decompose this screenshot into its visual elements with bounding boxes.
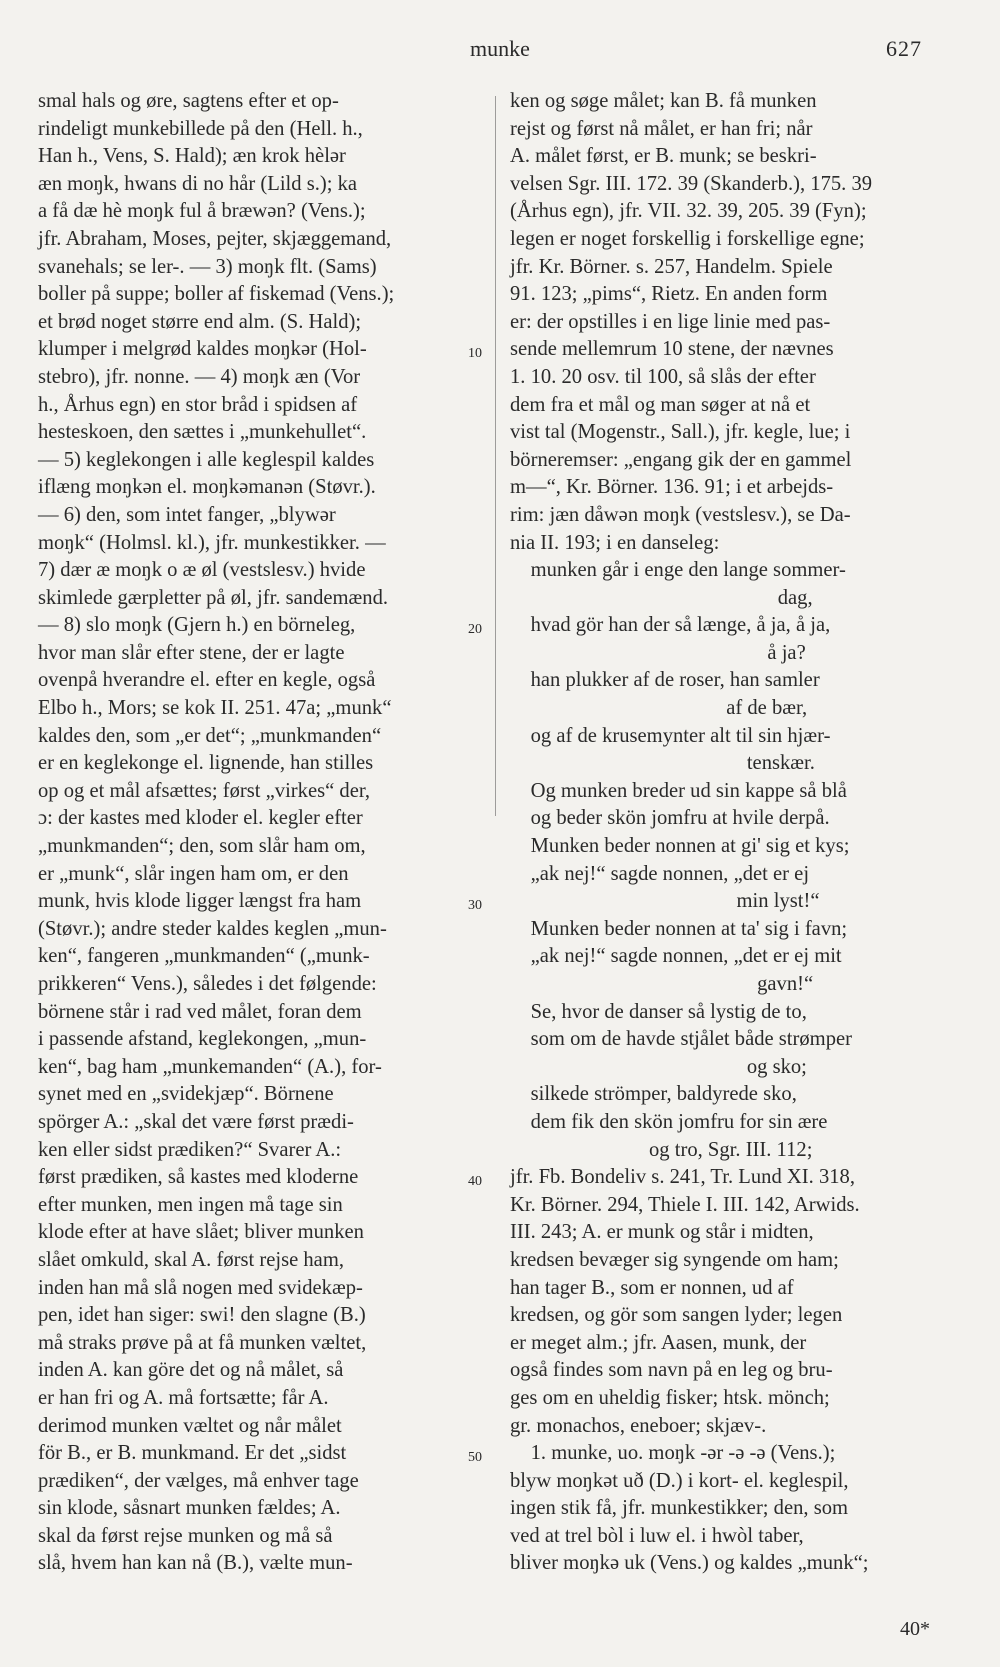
text-line: som om de havde stjålet både strømper xyxy=(510,1028,852,1051)
line-number: 30 xyxy=(468,898,482,914)
signature-mark: 40* xyxy=(900,1618,930,1640)
text-line: derimod munken væltet og når målet xyxy=(38,1414,342,1437)
left-column xyxy=(38,88,490,1578)
text-line: skal da først rejse munken og må så xyxy=(38,1524,333,1547)
text-line: Munken beder nonnen at ta' sig i favn; xyxy=(510,917,848,940)
text-line: rim: jæn dåwən moŋk (vestslesv.), se Da- xyxy=(510,503,851,526)
text-line: hvor man slår efter stene, der er lagte xyxy=(38,641,345,664)
text-line: svanehals; se ler-. — 3) moŋk flt. (Sams) xyxy=(38,255,377,278)
text-line: sin klode, såsnart munken fældes; A. xyxy=(38,1497,341,1520)
text-line: pen, idet han siger: swi! den slagne (B.) xyxy=(38,1304,366,1327)
line-number: 20 xyxy=(468,622,482,638)
right-column xyxy=(510,88,962,1578)
text-line: börneremser: „engang gik der en gammel xyxy=(510,448,852,471)
text-line: må straks prøve på at få munken væltet, xyxy=(38,1331,367,1354)
text-line: han tager B., som er nonnen, ud af xyxy=(510,1276,794,1299)
text-line: prikkeren“ Vens.), således i det følgende: xyxy=(38,973,377,995)
text-line: vist tal (Mogenstr., Sall.), jfr. kegle, lue; i xyxy=(510,421,851,444)
text-line: munk, hvis klode ligger længst fra ham xyxy=(38,890,362,913)
text-line: ken eller sidst prædiken?“ Svarer A.: xyxy=(38,1138,342,1161)
text-line: og af de krusemynter alt til sin hjær- xyxy=(510,724,831,747)
text-line: Kr. Börner. 294, Thiele I. III. 142, Arwids. xyxy=(510,1193,860,1216)
text-line: og beder skön jomfru at hvile derpå. xyxy=(510,807,830,830)
text-line: er han fri og A. må fortsætte; får A. xyxy=(38,1386,329,1409)
text-line: synet med en „svidekjæp“. Börnene xyxy=(38,1083,334,1106)
text-line: iflæng moŋkən el. moŋkəmanən (Støvr.). xyxy=(38,476,376,499)
text-line: velsen Sgr. III. 172. 39 (Skanderb.), 175. 39 xyxy=(510,172,873,195)
text-line: er en keglekonge el. lignende, han stilles xyxy=(38,752,374,775)
text-line: hvad gör han der så længe, å ja, å ja, xyxy=(510,614,831,637)
text-line: op og et mål afsættes; først „virkes“ der, xyxy=(38,779,371,802)
text-line: (Støvr.); andre steder kaldes keglen „mun- xyxy=(38,917,387,940)
text-line: prædiken“, der vælges, må enhver tage xyxy=(38,1469,359,1492)
text-line: (Århus egn), jfr. VII. 32. 39, 205. 39 (Fyn); xyxy=(510,200,867,223)
text-line: dem fra et mål og man søger at nå et xyxy=(510,393,811,416)
text-line: III. 243; A. er munk og står i midten, xyxy=(510,1221,814,1244)
text-line: rejst og først nå målet, er han fri; når xyxy=(510,117,813,140)
text-line: stebro), jfr. nonne. — 4) moŋk æn (Vor xyxy=(38,365,361,388)
text-line: inden A. kan göre det og nå målet, så xyxy=(38,1359,344,1382)
page-header xyxy=(0,36,1000,66)
text-line: Han h., Vens, S. Hald); æn krok hèlər xyxy=(38,145,346,168)
text-line: Munken beder nonnen at gi' sig et kys; xyxy=(510,835,850,858)
text-line: slået omkuld, skal A. først rejse ham, xyxy=(38,1248,344,1271)
text-line: silkede strömper, baldyrede sko, xyxy=(510,1083,797,1106)
text-line: smal hals og øre, sagtens efter et op- xyxy=(38,90,339,112)
text-line: munken går i enge den lange sommer- xyxy=(510,559,846,582)
text-line: h., Århus egn) en stor bråd i spidsen af xyxy=(38,393,358,416)
text-line: slå, hvem han kan nå (B.), vælte mun- xyxy=(38,1552,353,1575)
text-line: tenskær. xyxy=(510,752,815,775)
text-line: hesteskoen, den sættes i „munkehullet“. xyxy=(38,421,367,444)
column-divider xyxy=(495,96,496,816)
text-line: 1. 10. 20 osv. til 100, så slås der efter xyxy=(510,365,816,388)
text-line: af de bær, xyxy=(510,697,808,720)
text-line: A. målet først, er B. munk; se beskri- xyxy=(510,145,817,168)
text-line: inden han må slå nogen med svidekæp- xyxy=(38,1276,363,1299)
text-line: kredsen, og gör som sangen lyder; legen xyxy=(510,1304,843,1327)
text-line: legen er noget forskellig i forskellige egne; xyxy=(510,227,865,250)
text-line: og sko; xyxy=(510,1055,807,1078)
text-line: er „munk“, slår ingen ham om, er den xyxy=(38,862,349,885)
text-line: ken“, bag ham „munkemanden“ (A.), for- xyxy=(38,1055,382,1078)
text-line: han plukker af de roser, han samler xyxy=(510,669,820,692)
text-line: gr. monachos, eneboer; skjæv-. xyxy=(510,1414,767,1437)
text-line: skimlede gærpletter på øl, jfr. sandemænd. xyxy=(38,586,389,609)
text-line: ɔ: der kastes med kloder el. kegler efter xyxy=(38,807,363,830)
text-line: efter munken, men ingen må tage sin xyxy=(38,1193,343,1216)
text-line: nia II. 193; i en danseleg: xyxy=(510,531,720,554)
line-number: 50 xyxy=(468,1450,482,1466)
text-line: kredsen bevæger sig syngende om ham; xyxy=(510,1248,839,1271)
text-line: jfr. Kr. Börner. s. 257, Handelm. Spiele xyxy=(510,255,833,278)
page-number: 627 xyxy=(886,36,922,61)
text-line: ingen stik få, jfr. munkestikker; den, som xyxy=(510,1497,849,1520)
text-line: blyw moŋkət uð (D.) i kort- el. keglespil, xyxy=(510,1469,849,1492)
text-line: er: der opstilles i en lige linie med pas- xyxy=(510,310,831,333)
text-line: dag, xyxy=(510,586,813,609)
text-line: i passende afstand, keglekongen, „mun- xyxy=(38,1028,367,1051)
text-line: Se, hvor de danser så lystig de to, xyxy=(510,1000,807,1023)
text-line: ved at trel bòl i luw el. i hwòl taber, xyxy=(510,1524,804,1547)
text-line: börnene står i rad ved målet, foran dem xyxy=(38,1000,362,1023)
text-line: boller på suppe; boller af fiskemad (Vens.); xyxy=(38,283,395,306)
text-line: bliver moŋkə uk (Vens.) og kaldes „munk“; xyxy=(510,1552,869,1575)
text-line: moŋk“ (Holmsl. kl.), jfr. munkestikker. — xyxy=(38,531,386,554)
text-line: för B., er B. munkmand. Er det „sidst xyxy=(38,1442,347,1465)
text-line: „ak nej!“ sagde nonnen, „det er ej mit xyxy=(510,945,842,968)
text-line: klode efter at have slået; bliver munken xyxy=(38,1221,364,1244)
text-line: ovenpå hverandre el. efter en kegle, også xyxy=(38,669,376,692)
line-number: 10 xyxy=(468,346,482,362)
text-line: først prædiken, så kastes med kloderne xyxy=(38,1166,359,1189)
text-line: 91. 123; „pims“, Rietz. En anden form xyxy=(510,283,828,306)
text-line: sende mellemrum 10 stene, der nævnes xyxy=(510,338,834,361)
text-line: 1. munke, uo. moŋk -ər -ə -ə (Vens.); xyxy=(510,1442,836,1465)
text-line: 7) dær æ moŋk o æ øl (vestslesv.) hvide xyxy=(38,559,366,582)
line-number: 40 xyxy=(468,1174,482,1190)
text-line: gavn!“ xyxy=(510,973,814,995)
text-line: — 5) keglekongen i alle keglespil kaldes xyxy=(38,448,375,471)
text-line: spörger A.: „skal det være først prædi- xyxy=(38,1110,354,1133)
text-line: jfr. Fb. Bondeliv s. 241, Tr. Lund XI. 318, xyxy=(510,1166,855,1189)
text-line: rindeligt munkebillede på den (Hell. h., xyxy=(38,117,363,140)
text-line: a få dæ hè moŋk ful å bræwən? (Vens.); xyxy=(38,200,366,223)
running-head: munke xyxy=(470,36,530,61)
text-line: klumper i melgrød kaldes moŋkər (Hol- xyxy=(38,338,367,361)
text-line: å ja? xyxy=(510,641,806,664)
text-line: „munkmanden“; den, som slår ham om, xyxy=(38,835,366,858)
text-line: Elbo h., Mors; se kok II. 251. 47a; „munk“ xyxy=(38,697,392,720)
text-line: ken og søge målet; kan B. få munken xyxy=(510,90,817,112)
text-line: også findes som navn på en leg og bru- xyxy=(510,1359,833,1382)
text-line: Og munken breder ud sin kappe så blå xyxy=(510,779,847,802)
text-line: kaldes den, som „er det“; „munkmanden“ xyxy=(38,724,382,747)
text-line: æn moŋk, hwans di no hår (Lild s.); ka xyxy=(38,172,358,195)
text-line: ges om en uheldig fisker; htsk. mönch; xyxy=(510,1386,830,1409)
text-line: — 8) slo moŋk (Gjern h.) en börneleg, xyxy=(38,614,356,637)
text-line: jfr. Abraham, Moses, pejter, skjæggemand, xyxy=(38,227,392,250)
text-line: „ak nej!“ sagde nonnen, „det er ej xyxy=(510,862,810,885)
text-line: min lyst!“ xyxy=(510,890,820,913)
text-line: dem fik den skön jomfru for sin ære xyxy=(510,1110,828,1133)
text-line: er meget alm.; jfr. Aasen, munk, der xyxy=(510,1331,807,1354)
text-line: — 6) den, som intet fanger, „blywər xyxy=(38,503,336,526)
text-line: ken“, fangeren „munkmanden“ („munk- xyxy=(38,945,370,968)
text-line: m—“, Kr. Börner. 136. 91; i et arbejds- xyxy=(510,476,834,499)
text-line: og tro, Sgr. III. 112; xyxy=(510,1138,813,1161)
text-line: et brød noget større end alm. (S. Hald); xyxy=(38,310,362,333)
